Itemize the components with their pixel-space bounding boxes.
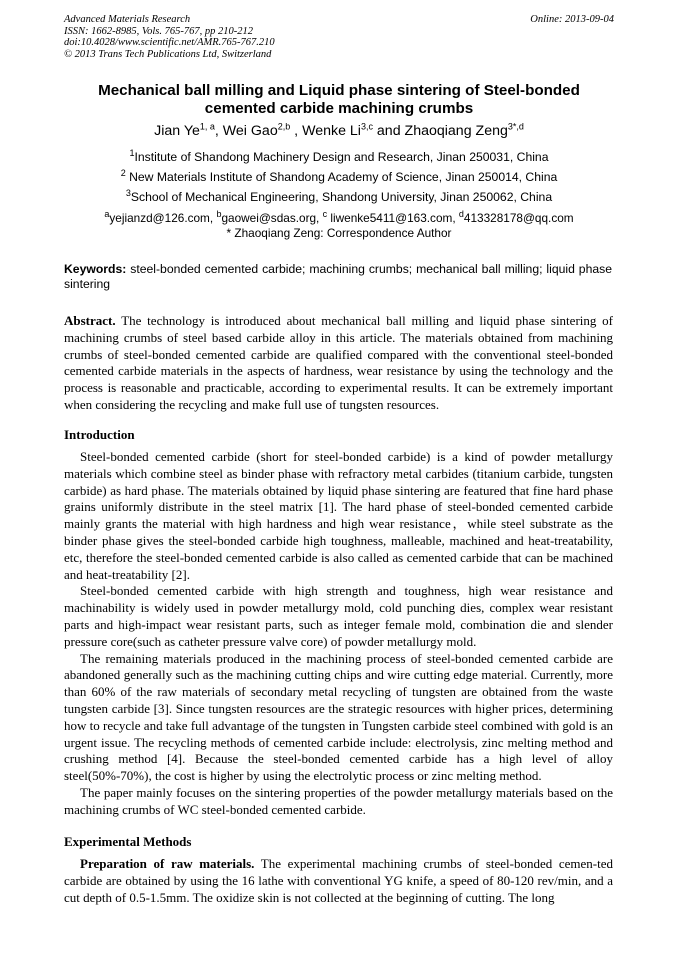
- email-sup: c: [322, 209, 328, 220]
- author-sup: 3*,d: [507, 121, 524, 132]
- correspondence-note: * Zhaoqiang Zeng: Correspondence Author: [226, 226, 452, 240]
- keywords-label: Keywords:: [64, 262, 127, 276]
- methods-lead: Preparation of raw materials.: [80, 856, 255, 871]
- doi-line: doi:10.4028/www.scientific.net/AMR.765-767.210: [64, 37, 275, 48]
- email-address: gaowei@sdas.org,: [221, 211, 323, 225]
- email-address: liwenke5411@163.com,: [327, 211, 459, 225]
- intro-paragraph-2: Steel-bonded cemented carbide with high strength and toughness, high wear resistance and machinability is widely used in powder metallurgy mold, cold punching dies, complex wear resistant parts and high-impact wear resistant parts, such as integer female mold, combination die and slender pressure core(such as catheter pressure valve core) of powder metallurgy mold.: [64, 583, 613, 649]
- affiliation-3: [64, 187, 614, 204]
- title-line-1: Mechanical ball milling and Liquid phase sintering of Steel-bonded: [98, 82, 580, 99]
- methods-text: The experimental machining crumbs of steel-bonded cemen-ted carbide are obtained by using the 16 lathe with conventional YG knife, a speed of 80-120 rev/min, and a cut depth of 0.5-1.5mm. The oxidize skin is not collected at the beginning of cutting. The long: [64, 856, 613, 905]
- title-line-2: cemented carbide machining crumbs: [204, 100, 474, 117]
- email-address: 413328178@qq.com: [463, 211, 574, 225]
- author-name: Zhaoqiang Zeng: [404, 123, 508, 139]
- affiliation-2: [64, 167, 614, 184]
- affiliation-text: School of Mechanical Engineering, Shandong University, Jinan 250062, China: [130, 190, 553, 204]
- journal-name: Advanced Materials Research: [64, 14, 191, 25]
- issn-line: ISSN: 1662-8985, Vols. 765-767, pp 210-212: [64, 25, 253, 37]
- abstract-block: [64, 313, 613, 414]
- author-name: Wei Gao: [222, 123, 278, 139]
- affiliation-sup: 2: [120, 167, 126, 178]
- affiliation-text: New Materials Institute of Shandong Academy of Science, Jinan 250014, China: [125, 170, 558, 184]
- intro-paragraph-4: The paper mainly focuses on the sintering properties of the powder metallurgy materials based on the machining crumbs of WC steel-bonded cemented carbide.: [64, 784, 613, 817]
- affiliation-sup: 1: [129, 147, 135, 158]
- email-list: [64, 211, 614, 225]
- author-sup: 1, a: [199, 121, 215, 132]
- copyright-line: © 2013 Trans Tech Publications Ltd, Switzerland: [64, 48, 272, 60]
- introduction-heading: Introduction: [64, 427, 135, 442]
- abstract-label: Abstract.: [64, 313, 116, 328]
- author-separator: and: [372, 123, 405, 139]
- author-separator: ,: [290, 123, 303, 139]
- intro-paragraph-3: The remaining materials produced in the machining process of steel-bonded cemented carbide are abandoned generally such as the machining cutting chips and wire cutting edge material. Currently, more than 60% of the raw materials of secondary metal recycling of tungsten are obtained from the waste tungsten carbide [3]. Since tungsten resources are the strategic resources with higher prices, determining how to recycle and take full advantage of the tungsten in Tungsten carbide steel combined with gold is an urgent issue. The recycling methods of cemented carbide include: electrolysis, zinc melting method and crushing method [4]. Because the steel-bonded cemented carbide has a high level of alloy steel(50%-70%), the cost is higher by using the electrolytic process or zinc melting method.: [64, 650, 613, 784]
- author-separator: ,: [214, 123, 223, 139]
- keywords-block: [64, 262, 612, 292]
- online-date: Online: 2013-09-04: [530, 14, 614, 25]
- author-name: Jian Ye: [154, 123, 200, 139]
- email-sup: d: [458, 209, 464, 220]
- email-address: yejianzd@126.com,: [109, 211, 217, 225]
- keywords-text: steel-bonded cemented carbide; machining crumbs; mechanical ball milling; liquid phase sintering: [64, 262, 612, 291]
- intro-paragraph-1: Steel-bonded cemented carbide (short for steel-bonded carbide) is a kind of powder metallurgy materials which combine steel as binder phase with refractory metal carbides (titanium carbide, tungsten carbide) as hard phase. The materials obtained by liquid phase sintering are featured that fine hard phase grains uniformly distribute in the steel matrix [1]. The hard phase of steel-bonded cemented carbide mainly grants the material with high hardness and high wear resistance，while steel substrate as the binder phase gives the steel-bonded carbide high toughness, malleable, machined and heat-treatability, etc, therefore the steel-bonded cemented carbide is also called as cemented carbide that can be machined and heat-treatability [2].: [64, 449, 613, 582]
- affiliation-sup: 3: [125, 187, 131, 198]
- introduction-body: [64, 449, 613, 819]
- affiliation-1: [64, 147, 614, 164]
- methods-paragraph: [64, 856, 613, 906]
- email-sup: a: [104, 209, 110, 220]
- abstract-text: The technology is introduced about mechanical ball milling and liquid phase sintering of machining crumbs of steel based carbide alloy in this article. The materials obtained from machining crumbs of steel-bonded cemented carbide are qualified compared with the conventional steel-bonded cemented carbide materials in the aspects of hardness, wear resistance by using the technology and the process is reasonable and practicable, according to experimental results. It can be extremely important when considering the recycling and make full use of tungsten resources.: [64, 313, 613, 412]
- author-list: [64, 122, 614, 140]
- methods-body: [64, 856, 613, 906]
- author-sup: 2,b: [277, 121, 291, 132]
- paper-title: [64, 82, 614, 118]
- affiliation-text: Institute of Shandong Machinery Design and Research, Jinan 250031, China: [134, 150, 549, 164]
- methods-heading: Experimental Methods: [64, 834, 192, 849]
- author-name: Wenke Li: [302, 123, 361, 139]
- author-sup: 3,c: [360, 121, 373, 132]
- journal-header: [64, 14, 614, 60]
- email-sup: b: [216, 209, 222, 220]
